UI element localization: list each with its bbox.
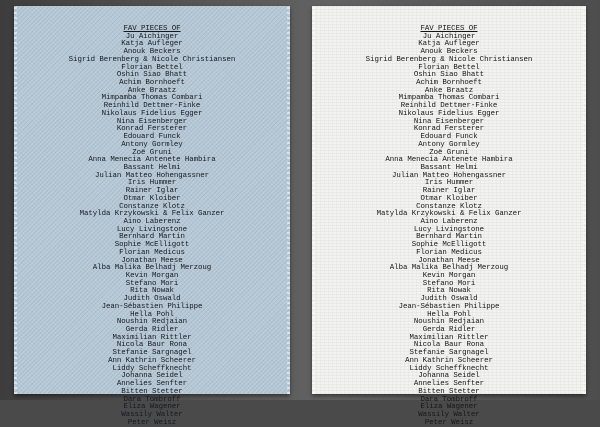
name-list-right: [312, 26, 586, 427]
list-heading: FAV PIECES OF: [123, 25, 181, 33]
name-entry: Reinhild Dettmer-Finke: [400, 102, 498, 111]
name-entry: Mimpamba Thomas Combari: [101, 94, 203, 103]
name-entry: Gerda Ridler: [125, 326, 179, 335]
name-entry: Rainer Iglar: [422, 187, 476, 196]
name-entry: Edouard Funck: [420, 133, 478, 142]
name-entry: Bernhard Martin: [119, 233, 185, 242]
name-entry: Stefano Mori: [125, 279, 179, 288]
name-entry: Anna Menecia Antenete Hambira: [385, 156, 513, 165]
name-entry: Nicola Baur Rona: [116, 341, 188, 350]
name-entry: Wassily Walter: [418, 410, 480, 419]
name-entry: Alba Malika Belhadj Merzoug: [389, 264, 509, 273]
name-entry: Antony Gormley: [121, 140, 183, 149]
name-entry: Constanze Klotz: [119, 202, 185, 211]
name-entry: Noushin Redjaian: [116, 318, 188, 327]
name-entry: Aino Laberenz: [420, 217, 478, 226]
name-entry: Anke Braatz: [424, 86, 474, 95]
name-entry: Eliza Wagener: [420, 403, 478, 412]
name-entry: Florian Bettel: [418, 63, 480, 72]
name-entry: Antony Gormley: [418, 140, 480, 149]
name-entry: Maximilian Rittler: [409, 333, 489, 342]
name-entry: Bassant Helmi: [420, 163, 478, 172]
name-entry: Sigrid Berenberg & Nicole Christiansen: [68, 55, 236, 64]
name-entry: Nina Eisenberger: [413, 117, 485, 126]
name-entry: Oshin Siao Bhatt: [413, 71, 485, 80]
name-entry: Anouk Beckers: [123, 48, 181, 57]
name-entry: Anna Menecia Antenete Hambira: [88, 156, 216, 165]
name-entry: Oshin Siao Bhatt: [116, 71, 188, 80]
name-entry: Matylda Krzykowski & Felix Ganzer: [376, 210, 522, 219]
name-entry: Sophie McElligott: [114, 241, 190, 250]
name-entry: Jonathan Meese: [121, 256, 183, 265]
name-entry: Florian Medicus: [119, 248, 185, 257]
name-entry: Nicola Baur Rona: [413, 341, 485, 350]
name-entry: Nikolaus Fidelius Egger: [101, 109, 203, 118]
name-entry: Alba Malika Belhadj Merzoug: [92, 264, 212, 273]
name-entry: Ju Aichinger: [422, 32, 476, 41]
name-entry: Johanna Seidel: [121, 372, 183, 381]
name-entry: Rita Nowak: [130, 287, 174, 296]
name-entry: Jean-Sébastien Philippe: [101, 302, 203, 311]
name-entry: Lucy Livingstone: [116, 225, 188, 234]
name-entry: Katja Aufleger: [121, 40, 183, 49]
name-entry: Stefanie Sargnagel: [112, 349, 192, 358]
list-heading: FAV PIECES OF: [420, 25, 478, 33]
name-entry: Lucy Livingstone: [413, 225, 485, 234]
name-entry: Mimpamba Thomas Combari: [398, 94, 500, 103]
name-entry: Katja Aufleger: [418, 40, 480, 49]
name-entry: Wassily Walter: [121, 410, 183, 419]
name-entry: Reinhild Dettmer-Finke: [103, 102, 201, 111]
name-entry: Iris Hummer: [127, 179, 177, 188]
name-entry: Bernhard Martin: [416, 233, 482, 242]
name-entry: Edouard Funck: [123, 133, 181, 142]
name-entry: Jean-Sébastien Philippe: [398, 302, 500, 311]
name-entry: Eliza Wagener: [123, 403, 181, 412]
name-entry: Aino Laberenz: [123, 217, 181, 226]
name-entry: Zoë Gruni: [132, 148, 172, 157]
name-entry: Kevin Morgan: [125, 272, 179, 280]
name-entry: Hella Pohl: [130, 310, 174, 319]
name-entry: Anouk Beckers: [420, 48, 478, 57]
name-entry: Gerda Ridler: [422, 326, 476, 335]
name-entry: Kevin Morgan: [422, 272, 476, 280]
name-entry: Ann Kathrin Scheerer: [405, 356, 493, 365]
name-entry: Peter Weisz: [424, 418, 474, 427]
name-entry: Stefano Mori: [422, 279, 476, 288]
name-entry: Sigrid Berenberg & Nicole Christiansen: [365, 55, 533, 64]
name-entry: Maximilian Rittler: [112, 333, 192, 342]
name-entry: Liddy Scheffknecht: [112, 364, 192, 373]
name-entry: Annelies Senfter: [116, 380, 188, 389]
name-entry: Peter Weisz: [127, 418, 177, 427]
name-entry: Bitten Stetter: [418, 387, 480, 396]
name-entry: Florian Medicus: [416, 248, 482, 257]
name-entry: Judith Oswald: [420, 295, 478, 304]
name-entry: Judith Oswald: [123, 295, 181, 304]
name-entry: Constanze Klotz: [416, 202, 482, 211]
name-entry: Annelies Senfter: [413, 380, 485, 389]
name-entry: Matylda Krzykowski & Felix Ganzer: [79, 210, 225, 219]
name-entry: Rita Nowak: [427, 287, 471, 296]
name-entry: Jonathan Meese: [418, 256, 480, 265]
name-entry: Dara Tombroff: [123, 395, 181, 404]
name-entry: Stefanie Sargnagel: [409, 349, 489, 358]
name-entry: Johanna Seidel: [418, 372, 480, 381]
name-entry: Bitten Stetter: [121, 387, 183, 396]
name-entry: Ju Aichinger: [125, 32, 179, 41]
name-entry: Nina Eisenberger: [116, 117, 188, 126]
name-entry: Julian Matteo Hohengassner: [94, 171, 209, 180]
name-entry: Hella Pohl: [427, 310, 471, 319]
name-entry: Konrad Fersterer: [116, 125, 188, 134]
name-entry: Zoë Gruni: [429, 148, 469, 157]
name-list-left: [14, 26, 290, 427]
name-entry: Ann Kathrin Scheerer: [108, 356, 196, 365]
name-entry: Sophie McElligott: [411, 241, 487, 250]
name-entry: Achim Bornhoeft: [119, 79, 185, 88]
name-entry: Otmar Kloiber: [123, 194, 181, 203]
name-entry: Rainer Iglar: [125, 187, 179, 196]
name-entry: Liddy Scheffknecht: [409, 364, 489, 373]
left-textile-panel: [14, 6, 290, 427]
name-entry: Dara Tombroff: [420, 395, 478, 404]
name-entry: Julian Matteo Hohengassner: [391, 171, 506, 180]
name-entry: Bassant Helmi: [123, 163, 181, 172]
name-entry: Otmar Kloiber: [420, 194, 478, 203]
right-textile-panel: [312, 6, 586, 427]
name-entry: Konrad Fersterer: [413, 125, 485, 134]
name-entry: Iris Hummer: [424, 179, 474, 188]
name-entry: Anke Braatz: [127, 86, 177, 95]
name-entry: Noushin Redjaian: [413, 318, 485, 327]
name-entry: Florian Bettel: [121, 63, 183, 72]
name-entry: Achim Bornhoeft: [416, 79, 482, 88]
name-entry: Nikolaus Fidelius Egger: [398, 109, 500, 118]
